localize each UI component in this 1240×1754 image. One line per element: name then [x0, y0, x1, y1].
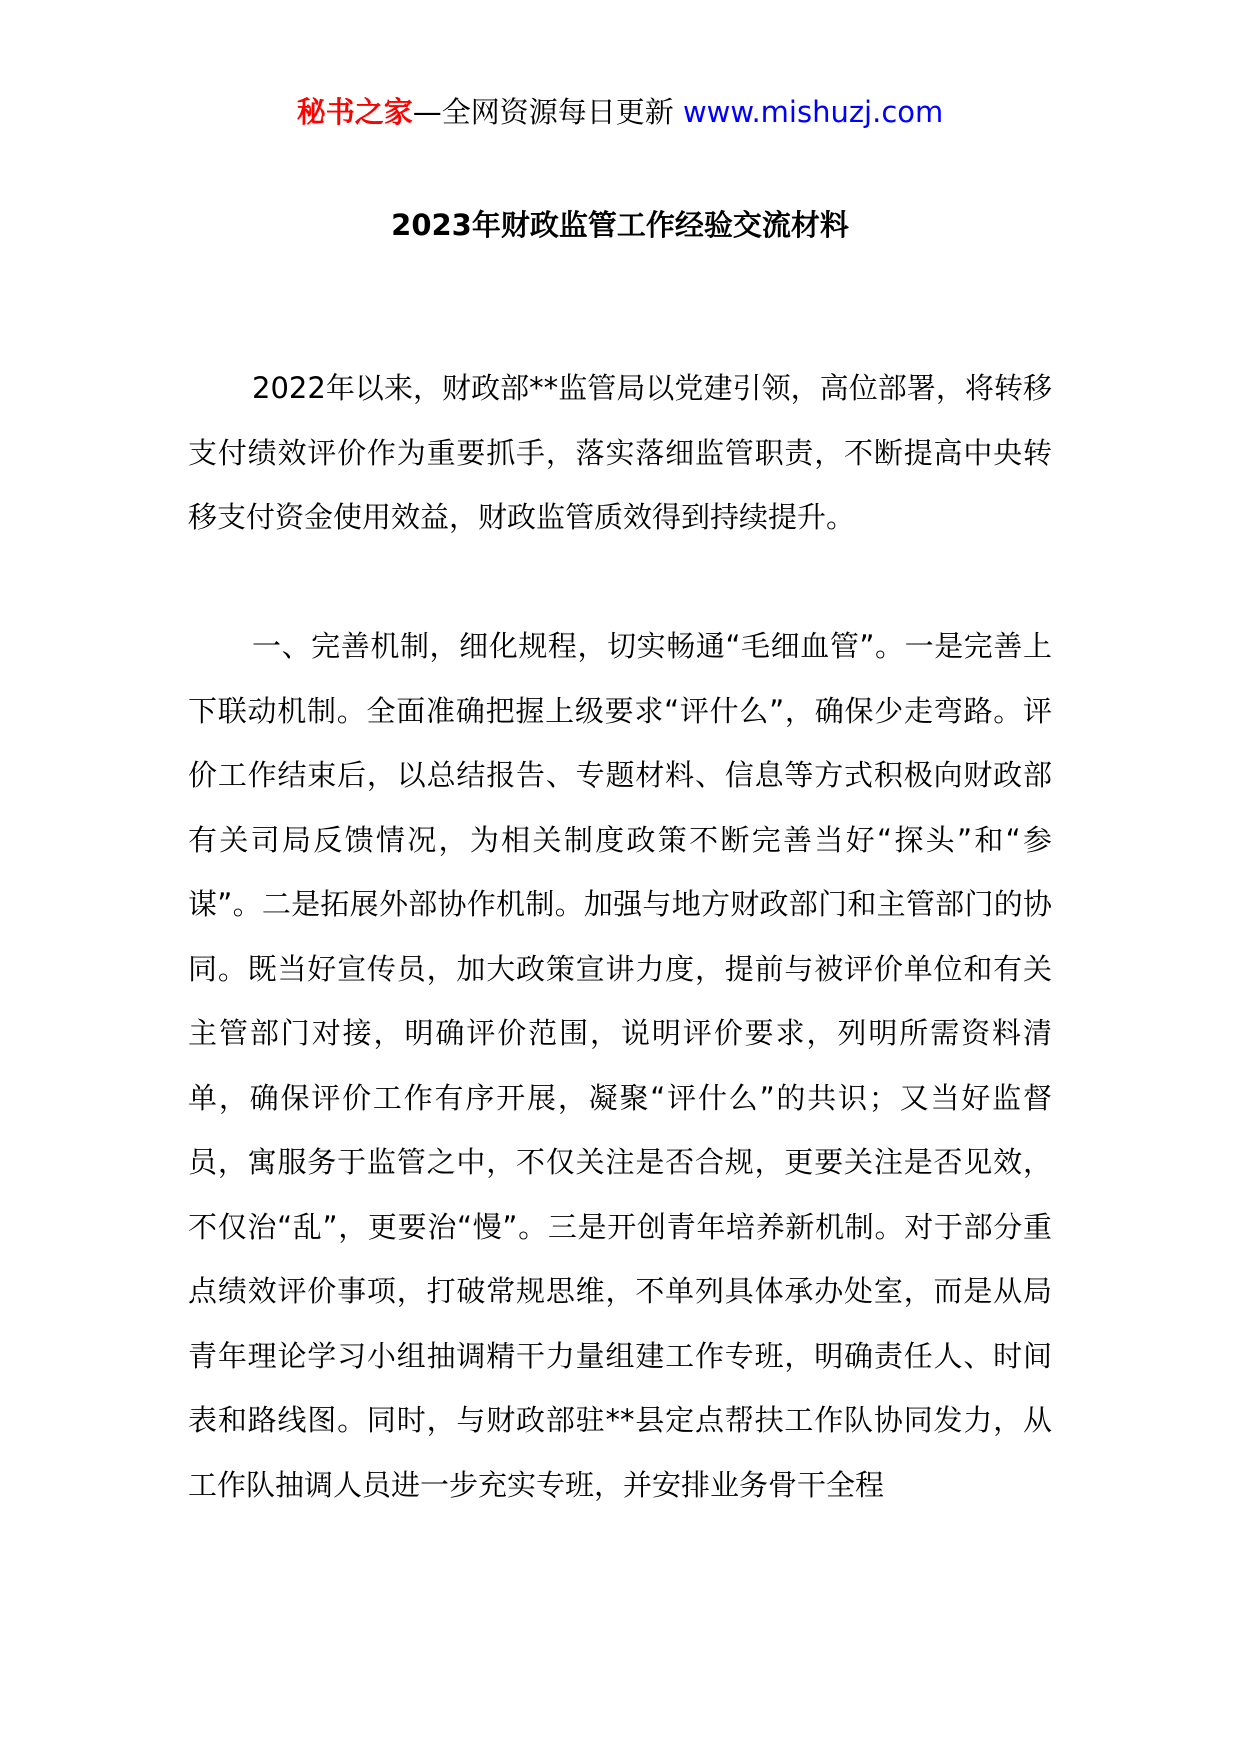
document-title: 2023年财政监管工作经验交流材料 [391, 208, 849, 242]
paragraph-intro: 2022年以来，财政部**监管局以党建引领，高位部署，将转移支付绩效评价作为重要抓手，落实落细监管职责，不断提高中央转移支付资金使用效益，财政监管质效得到持续提升。 [188, 371, 1052, 534]
site-tagline: —全网资源每日更新 [412, 95, 683, 129]
site-url-link[interactable]: www.mishuzj.com [682, 95, 944, 129]
site-header [0, 92, 1240, 132]
paragraph-section-1: 一、完善机制，细化规程，切实畅通“毛细血管”。一是完善上下联动机制。全面准确把握上级要求“评什么”，确保少走弯路。评价工作结束后，以总结报告、专题材料、信息等方式积极向财政部有关司局反馈情况，为相关制度政策不断完善当好“探头”和“参谋”。二是拓展外部协作机制。加强与地方财政部门和主管部门的协同。既当好宣传员，加大政策宣讲力度，提前与被评价单位和有关主管部门对接，明确评价范围，说明评价要求，列明所需资料清单，确保评价工作有序开展，凝聚“评什么”的共识；又当好监督员，寓服务于监管之中，不仅关注是否合规，更要关注是否见效，不仅治“乱”，更要治“慢”。三是开创青年培养新机制。对于部分重点绩效评价事项，打破常规思维，不单列具体承办处室，而是从局青年理论学习小组抽调精干力量组建工作专班，明确责任人、时间表和路线图。同时，与财政部驻**县定点帮扶工作队协同发力，从工作队抽调人员进一步充实专班，并安排业务骨干全程 [188, 629, 1052, 1502]
site-brand: 秘书之家 [296, 95, 413, 129]
